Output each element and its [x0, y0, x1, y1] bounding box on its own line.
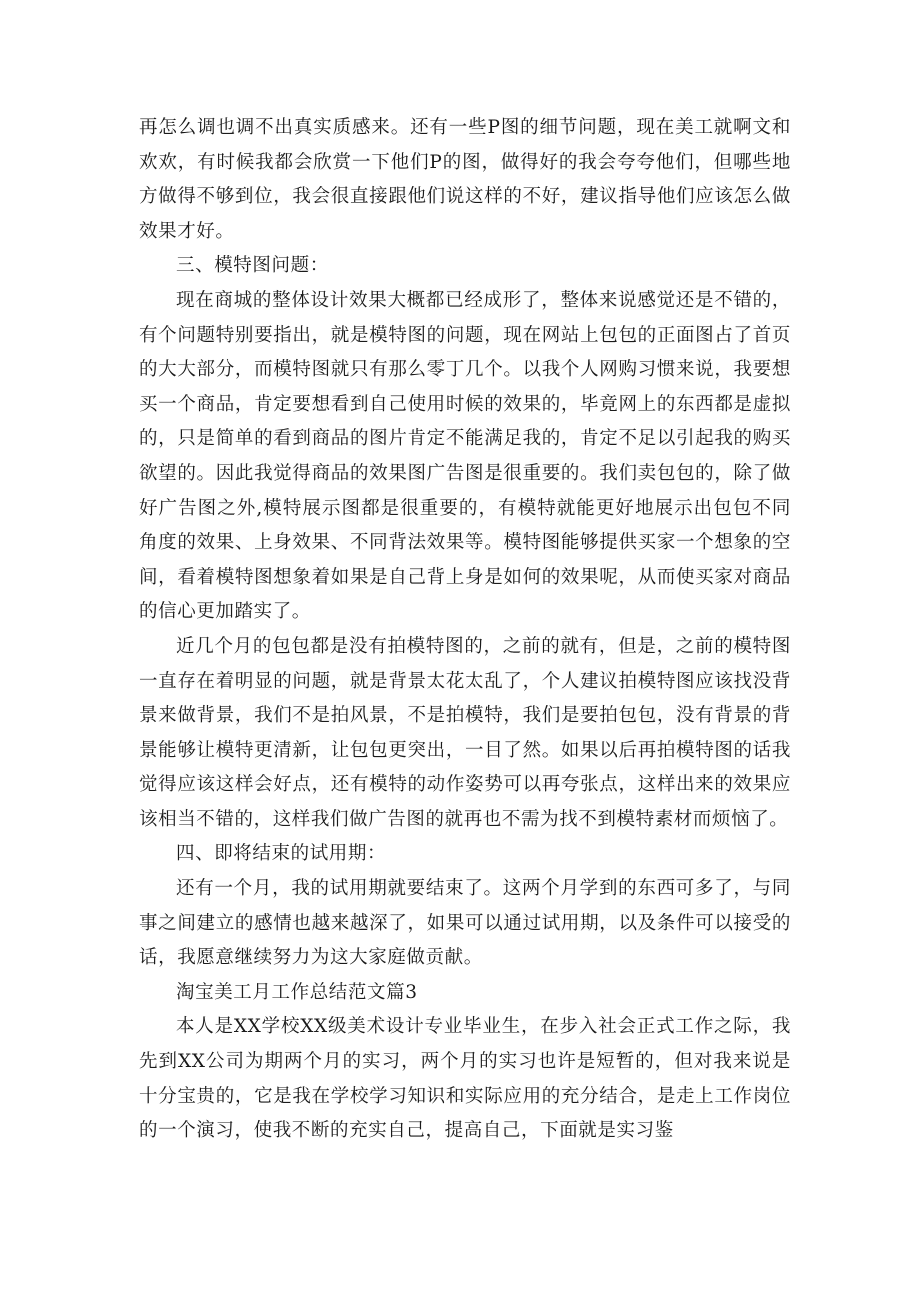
paragraph-internship: 本人是XX学校XX级美术设计专业毕业生，在步入社会正式工作之际，我先到XX公司为期两个月的实习，两个月的实习也许是短暂的，但对我来说是十分宝贵的，它是我在学校学习知识和实际应用的充分结合，是走上工作岗位的一个演习，使我不断的充实自己，提高自己，下面就是实习鉴 [139, 1016, 791, 1142]
paragraph-probation: 还有一个月，我的试用期就要结束了。这两个月学到的东西可多了，与同事之间建立的感情也越来越深了，如果可以通过试用期，以及条件可以接受的话，我愿意继续努力为这大家庭做贡献。 [139, 878, 791, 969]
paragraph-model-photos: 现在商城的整体设计效果大概都已经成形了，整体来说感觉还是不错的，有个问题特别要指出，就是模特图的问题，现在网站上包包的正面图占了首页的大大部分，而模特图就只有那么零丁几个。以我个人网购习惯来说，我要想买一个商品，肯定要想看到自己使用时候的效果的，毕竟网上的东西都是虚拟的，只是简单的看到商品的图片肯定不能满足我的，肯定不足以引起我的购买欲望的。因此我觉得商品的效果图广告图是很重要的。我们卖包包的，除了做好广告图之外,模特展示图都是很重要的，有模特就能更好地展示出包包不同角度的效果、上身效果、不同背法效果等。模特图能够提供买家一个想象的空间，看着模特图想象着如果是自己背上身是如何的效果呢，从而使买家对商品的信心更加踏实了。 [139, 289, 791, 623]
paragraph-continuation: 再怎么调也调不出真实质感来。还有一些P图的细节问题，现在美工就啊文和欢欢，有时候我都会欣赏一下他们P的图，做得好的我会夸夸他们，但哪些地方做得不够到位，我会很直接跟他们说这样的不好，建议指导他们应该怎么做效果才好。 [139, 117, 791, 242]
article-title-part3: 淘宝美工月工作总结范文篇3 [176, 981, 418, 1003]
section-heading-model-photos: 三、模特图问题： [176, 255, 329, 277]
paragraph-background-advice: 近几个月的包包都是没有拍模特图的，之前的就有，但是，之前的模特图一直存在着明显的问题，就是背景太花太乱了，个人建议拍模特图应该找没背景来做背景，我们不是拍风景，不是拍模特，我们是要拍包包，没有背景的背景能够让模特更清新，让包包更突出，一目了然。如果以后再拍模特图的话我觉得应该这样会好点，还有模特的动作姿势可以再夸张点，这样出来的效果应该相当不错的，这样我们做广告图的就再也不需为找不到模特素材而烦恼了。 [139, 635, 791, 830]
document-page [139, 111, 791, 1149]
section-heading-probation: 四、即将结束的试用期： [176, 843, 387, 865]
